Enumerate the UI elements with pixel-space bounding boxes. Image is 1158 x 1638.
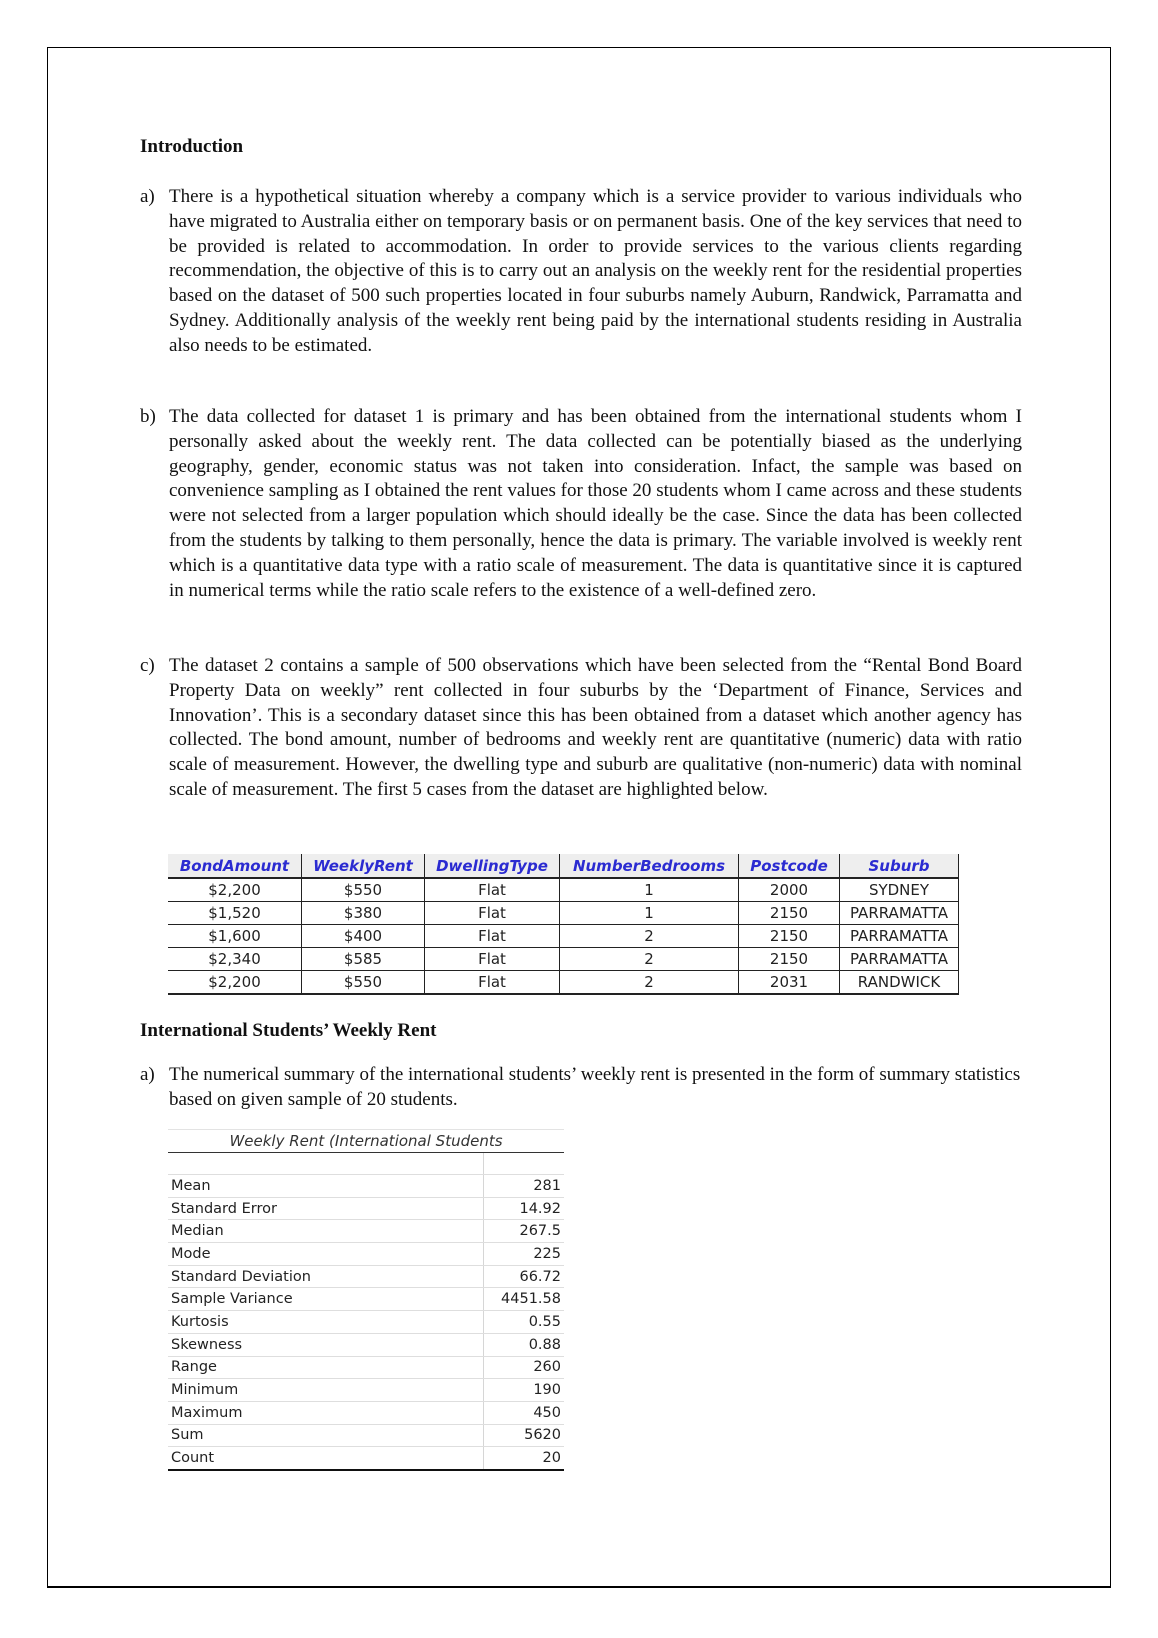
stats-title-row [168,1130,564,1153]
stat-label: Standard Error [168,1197,484,1220]
stat-row [168,1401,564,1424]
column-header: Suburb [840,854,959,878]
stat-value: 281 [484,1175,565,1198]
stat-row [168,1356,564,1379]
list-marker: a) [140,186,155,207]
empty-cell [168,1153,484,1175]
stat-row [168,1265,564,1288]
table-cell: Flat [425,902,560,925]
dataset-sample-table [168,854,959,995]
table-cell: 1 [560,902,739,925]
stat-label: Mean [168,1175,484,1198]
stat-label: Minimum [168,1379,484,1402]
stat-value: 20 [484,1447,565,1470]
table-cell: $1,520 [168,902,302,925]
summary-statistics-table [168,1129,564,1471]
table-cell: PARRAMATTA [840,902,959,925]
column-header: Postcode [739,854,840,878]
table-cell: $2,200 [168,971,302,995]
stat-row [168,1333,564,1356]
column-header: BondAmount [168,854,302,878]
table-cell: 2 [560,925,739,948]
table-cell: 2150 [739,925,840,948]
table-cell: Flat [425,925,560,948]
stat-label: Sum [168,1424,484,1447]
stats-table-title: Weekly Rent (International Students [168,1130,564,1153]
stat-label: Median [168,1220,484,1243]
table-cell: $550 [302,971,425,995]
stat-label: Skewness [168,1333,484,1356]
introduction-heading: Introduction [140,136,244,157]
stat-value: 4451.58 [484,1288,565,1311]
table-cell: 1 [560,878,739,902]
students-rent-heading: International Students’ Weekly Rent [140,1020,437,1041]
intro-item-b [140,405,1022,603]
paragraph-text: The dataset 2 contains a sample of 500 observations which have been selected from the “Rental Bond Board Property Data on weekly” rent collected in four suburbs by the ‘Department of Finance, Services and Innovation’. This is a secondary dataset since this has been obtained from a dataset which another agency has collected. The bond amount, number of bedrooms and weekly rent are quantitative (numeric) data with ratio scale of measurement. However, the dwelling type and suburb are qualitative (non-numeric) data with nominal scale of measurement. The first 5 cases from the dataset are highlighted below. [169,655,1022,800]
stat-row [168,1243,564,1266]
table-cell: 2 [560,948,739,971]
table-cell: Flat [425,971,560,995]
stat-value: 267.5 [484,1220,565,1243]
table-cell: 2000 [739,878,840,902]
stat-label: Count [168,1447,484,1470]
table-cell: $1,600 [168,925,302,948]
table-cell: Flat [425,878,560,902]
stat-row [168,1424,564,1447]
stat-row [168,1220,564,1243]
stat-row [168,1175,564,1198]
stat-row [168,1311,564,1334]
table-row [168,971,959,995]
table-cell: 2150 [739,902,840,925]
table-header-row [168,854,959,878]
stat-value: 0.55 [484,1311,565,1334]
stat-value: 190 [484,1379,565,1402]
stat-row [168,1379,564,1402]
table-cell: 2150 [739,948,840,971]
stat-value: 14.92 [484,1197,565,1220]
paragraph-text: The data collected for dataset 1 is primary and has been obtained from the international students whom I personally asked about the weekly rent. The data collected can be potentially biased as the underlying geography, gender, economic status was not taken into consideration. Infact, the sample was based on convenience sampling as I obtained the rent values for those 20 students whom I came across and these students were not selected from a larger population which should ideally be the case. Since the data has been collected from the students by talking to them personally, hence the data is primary. The variable involved is weekly rent which is a quantitative data type with a ratio scale of measurement. The data is quantitative since it is captured in numerical terms while the ratio scale refers to the existence of a well-defined zero. [169,406,1022,601]
paragraph-text: There is a hypothetical situation whereby a company which is a service provider to various individuals who have migrated to Australia either on temporary basis or on permanent basis. One of the key services that need to be provided is related to accommodation. In order to provide services to the various clients regarding recommendation, the objective of this is to carry out an analysis on the weekly rent for the residential properties based on the dataset of 500 such properties located in four suburbs namely Auburn, Randwick, Parramatta and Sydney. Additionally analysis of the weekly rent being paid by the international students residing in Australia also needs to be estimated. [169,186,1022,356]
stat-label: Mode [168,1243,484,1266]
table-cell: RANDWICK [840,971,959,995]
stat-row [168,1447,564,1470]
stat-label: Sample Variance [168,1288,484,1311]
stat-value: 260 [484,1356,565,1379]
empty-row [168,1153,564,1175]
stat-label: Standard Deviation [168,1265,484,1288]
stat-value: 450 [484,1401,565,1424]
stat-value: 0.88 [484,1333,565,1356]
table-row [168,902,959,925]
students-item-a [140,1063,1022,1113]
empty-cell [484,1153,565,1175]
stat-value: 225 [484,1243,565,1266]
table-cell: $550 [302,878,425,902]
table-row [168,948,959,971]
table-row [168,878,959,902]
list-marker: b) [140,406,156,427]
paragraph-text: The numerical summary of the international students’ weekly rent is presented in the form of summary statistics based on given sample of 20 students. [169,1064,1021,1110]
table-cell: $380 [302,902,425,925]
table-cell: PARRAMATTA [840,925,959,948]
table-cell: $585 [302,948,425,971]
list-marker: a) [140,1064,155,1085]
table-cell: $400 [302,925,425,948]
table-cell: PARRAMATTA [840,948,959,971]
column-header: DwellingType [425,854,560,878]
stat-label: Maximum [168,1401,484,1424]
table-cell: SYDNEY [840,878,959,902]
table-cell: Flat [425,948,560,971]
table-row [168,925,959,948]
table-cell: 2 [560,971,739,995]
stat-row [168,1288,564,1311]
column-header: NumberBedrooms [560,854,739,878]
stat-row [168,1197,564,1220]
table-cell: $2,340 [168,948,302,971]
table-cell: 2031 [739,971,840,995]
stat-value: 5620 [484,1424,565,1447]
intro-item-a [140,185,1022,359]
list-marker: c) [140,655,155,676]
stat-label: Kurtosis [168,1311,484,1334]
column-header: WeeklyRent [302,854,425,878]
stat-label: Range [168,1356,484,1379]
stat-value: 66.72 [484,1265,565,1288]
intro-item-c [140,654,1022,803]
table-cell: $2,200 [168,878,302,902]
